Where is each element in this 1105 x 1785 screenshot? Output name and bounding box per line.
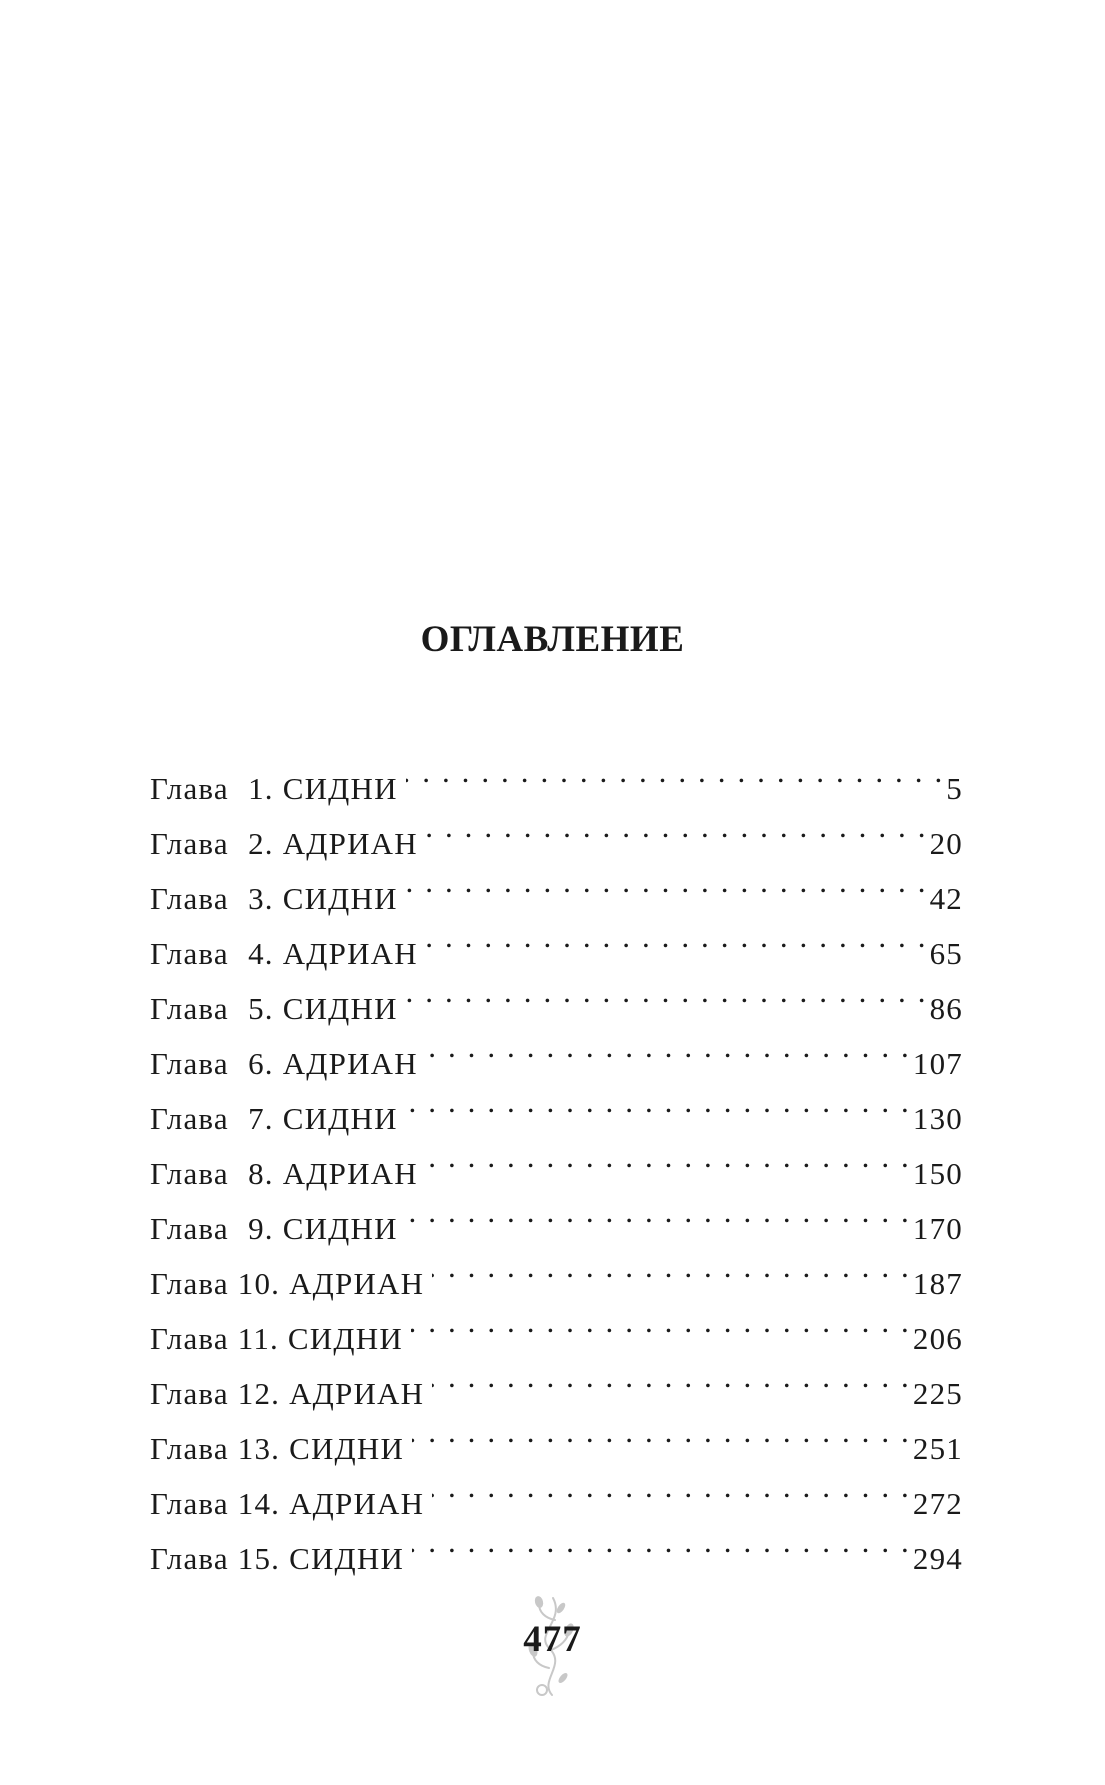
toc-entry-label: Глава 10. АДРИАН — [150, 1266, 425, 1301]
toc-leader-dots — [432, 1239, 911, 1294]
toc-leader-dots — [411, 1294, 911, 1349]
toc-entry-page: 187 — [912, 1266, 963, 1301]
toc-entry-page: 130 — [912, 1101, 963, 1136]
toc-leader-dots — [406, 964, 928, 1019]
toc-entry-label: Глава 12. АДРИАН — [150, 1376, 425, 1411]
toc-entry-page: 42 — [929, 881, 963, 916]
toc-entry-label: Глава 3. СИДНИ — [150, 881, 398, 916]
toc-list — [150, 744, 963, 1576]
toc-entry-label: Глава 9. СИДНИ — [150, 1211, 398, 1246]
toc-entry-page: 5 — [946, 771, 963, 806]
toc-entry-label: Глава 2. АДРИАН — [150, 826, 418, 861]
toc-entry-label: Глава 15. СИДНИ — [150, 1541, 405, 1576]
page-footer — [0, 1615, 1105, 1675]
toc-entry-page: 294 — [912, 1541, 963, 1576]
toc-leader-dots — [412, 1514, 911, 1569]
toc-entry-label: Глава 8. АДРИАН — [150, 1156, 418, 1191]
toc-entry-page: 272 — [912, 1486, 963, 1521]
toc-entry-page: 206 — [912, 1321, 963, 1356]
toc-entry-page: 20 — [929, 826, 963, 861]
toc-leader-dots — [406, 1184, 911, 1239]
toc-entry-label: Глава 4. АДРИАН — [150, 936, 418, 971]
toc-entry-label: Глава 11. СИДНИ — [150, 1321, 403, 1356]
toc-entry-page: 150 — [912, 1156, 963, 1191]
toc-entry-page: 251 — [912, 1431, 963, 1466]
toc-entry-page: 107 — [912, 1046, 963, 1081]
toc-leader-dots — [426, 1019, 911, 1074]
toc-leader-dots — [412, 1404, 911, 1459]
toc-entry-label: Глава 5. СИДНИ — [150, 991, 398, 1026]
toc-leader-dots — [426, 909, 928, 964]
toc-entry-label: Глава 14. АДРИАН — [150, 1486, 425, 1521]
toc-leader-dots — [406, 854, 928, 909]
toc-entry-page: 86 — [929, 991, 963, 1026]
toc-entry-page: 225 — [912, 1376, 963, 1411]
toc-leader-dots — [406, 744, 945, 799]
toc-entry-label: Глава 7. СИДНИ — [150, 1101, 398, 1136]
page-number: 477 — [523, 1619, 582, 1660]
toc-entry-label: Глава 6. АДРИАН — [150, 1046, 418, 1081]
toc-entry-label: Глава 13. СИДНИ — [150, 1431, 405, 1466]
toc-entry-page: 65 — [929, 936, 963, 971]
toc-entry-label: Глава 1. СИДНИ — [150, 771, 398, 806]
toc-leader-dots — [426, 1129, 911, 1184]
toc-entry[interactable] — [150, 744, 963, 806]
toc-leader-dots — [406, 1074, 911, 1129]
toc-title: ОГЛАВЛЕНИЕ — [420, 619, 685, 660]
toc-leader-dots — [432, 1459, 911, 1514]
toc-entry-page: 170 — [912, 1211, 963, 1246]
toc-leader-dots — [432, 1349, 911, 1404]
toc-leader-dots — [426, 799, 928, 854]
